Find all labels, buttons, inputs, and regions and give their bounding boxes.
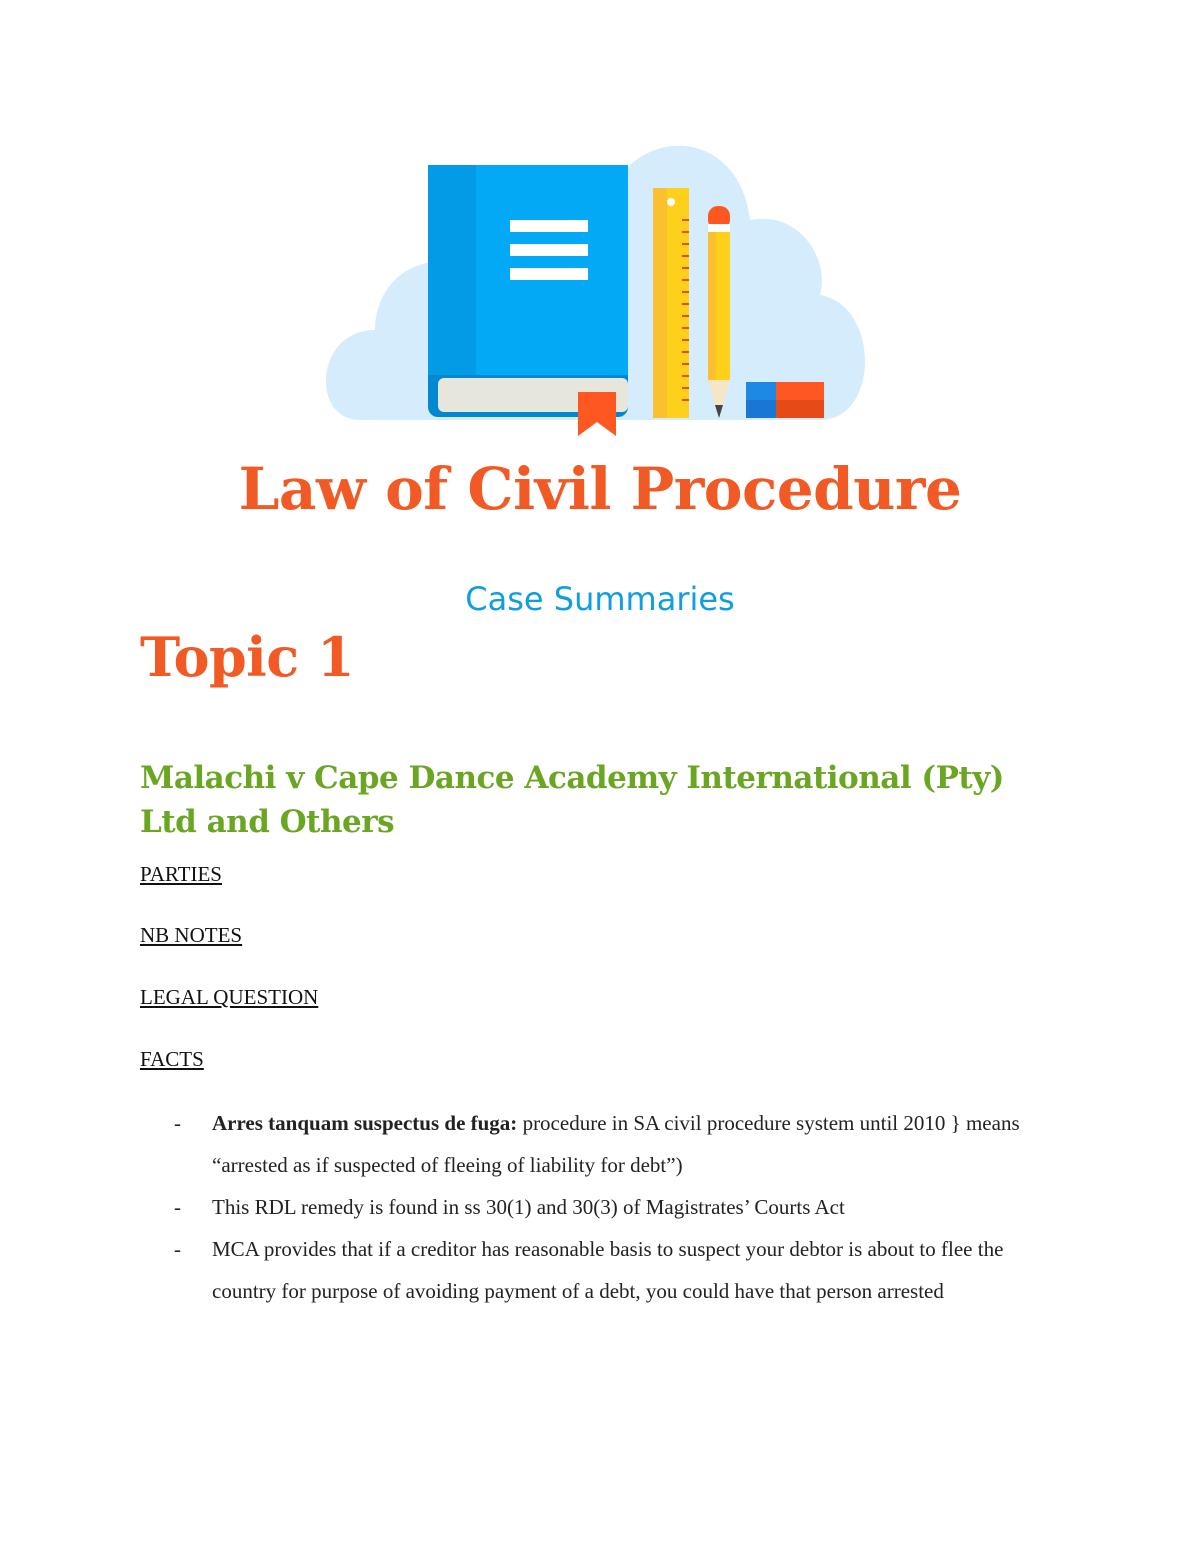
section-facts: FACTS [140,1047,204,1071]
fact-text: This RDL remedy is found in ss 30(1) and 30(3) of Magistrates’ Courts Act [212,1195,845,1219]
list-item [140,1102,1060,1186]
fact-text: procedure in SA civil procedure system until 2010 } means “arrested as if suspected of fleeing of liability for debt”) [212,1111,1020,1177]
header-illustration [320,120,880,450]
case-title-line-1: Malachi v Cape Dance Academy International (Pty) [140,760,1004,796]
case-title [140,756,1040,844]
section-nb-notes: NB NOTES [140,923,243,947]
pencil-icon [708,206,730,418]
list-bullet: - [174,1111,181,1135]
facts-list [140,1102,1060,1312]
book-icon [428,165,628,417]
list-bullet: - [174,1195,181,1219]
list-bullet: - [174,1237,181,1261]
topic-heading: Topic 1 [140,625,355,689]
fact-term: Arres tanquam suspectus de fuga: [212,1111,518,1135]
eraser-icon [746,382,824,418]
ruler-icon [653,188,689,418]
fact-text: MCA provides that if a creditor has reasonable basis to suspect your debtor is about to flee the country for purpose of avoiding payment of a debt, you could have that person arrested [212,1237,1004,1303]
list-item [140,1228,1060,1312]
document-subtitle: Case Summaries [465,580,735,618]
bookmark-icon [578,392,616,436]
document-title: Law of Civil Procedure [238,455,962,523]
section-legal-question: LEGAL QUESTION [140,985,319,1009]
case-title-line-2: Ltd and Others [140,804,395,840]
list-item [140,1186,1060,1228]
section-parties: PARTIES [140,862,222,886]
